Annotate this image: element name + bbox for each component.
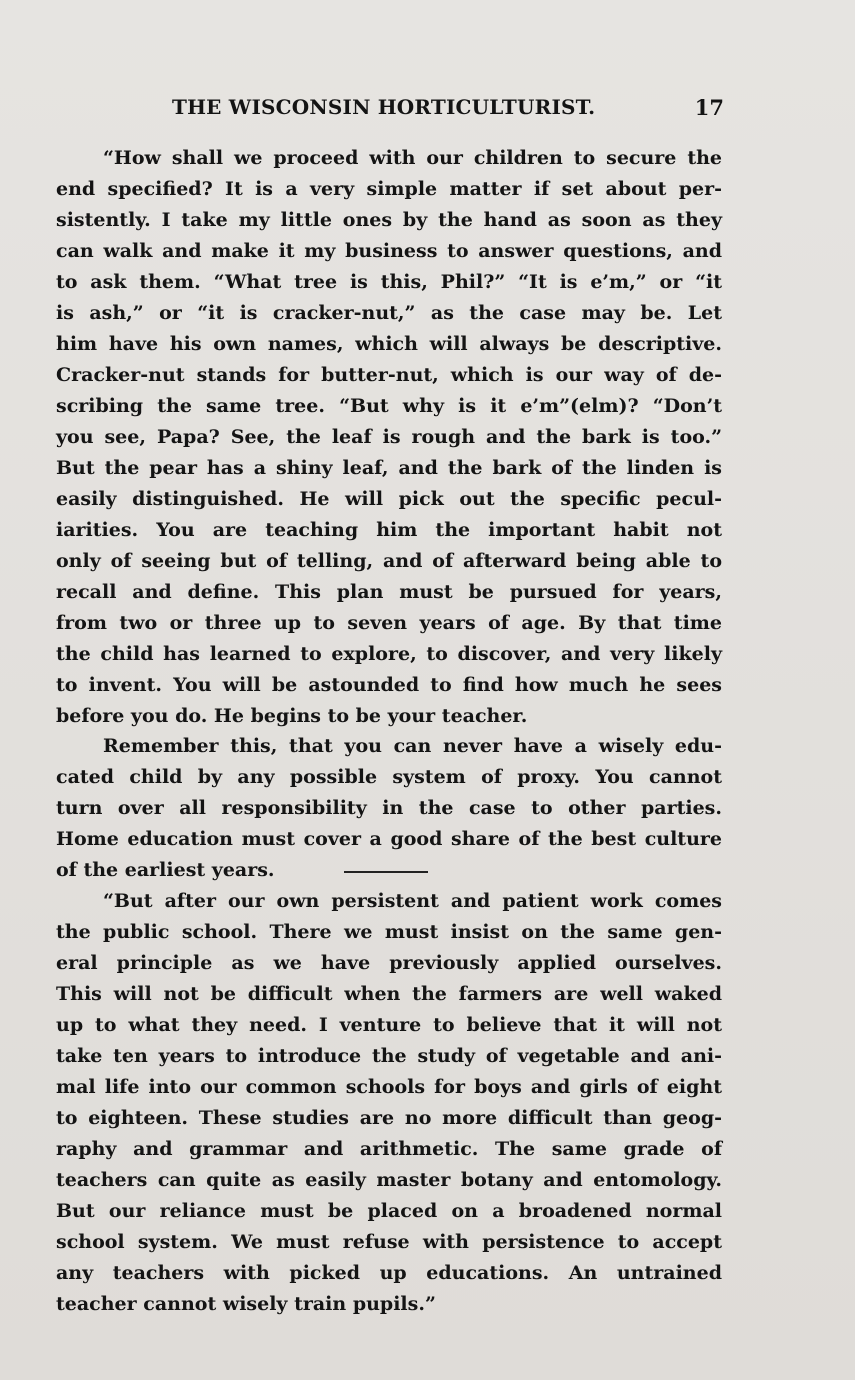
text-line: before you do. He begins to be your teacher. xyxy=(56,705,528,727)
text-line: up to what they need. I venture to believe that it will not xyxy=(56,1014,722,1036)
text-line: scribing the same tree. “But why is it e’m”(elm)? “Don’t xyxy=(56,395,722,417)
text-line: This will not be difficult when the farmers are well waked xyxy=(56,983,722,1005)
text-line: of the earliest years. xyxy=(56,859,275,881)
text-line: him have his own names, which will always be descriptive. xyxy=(56,333,722,355)
text-line: is ash,” or “it is cracker-nut,” as the case may be. Let xyxy=(56,302,722,324)
paragraph-1 xyxy=(56,143,722,732)
text-line: Remember this, that you can never have a wisely edu- xyxy=(103,735,722,757)
text-line: take ten years to introduce the study of vegetable and ani- xyxy=(56,1045,722,1067)
text-line: eral principle as we have previously applied ourselves. xyxy=(56,952,722,974)
text-line: But the pear has a shiny leaf, and the bark of the linden is xyxy=(56,457,722,479)
page-number: 17 xyxy=(694,95,724,120)
text-line: teacher cannot wisely train pupils.” xyxy=(56,1293,436,1315)
text-line: raphy and grammar and arithmetic. The same grade of xyxy=(56,1138,722,1160)
text-line: end specified? It is a very simple matter if set about per- xyxy=(56,178,722,200)
text-line: turn over all responsibility in the case to other parties. xyxy=(56,797,722,819)
text-line: easily distinguished. He will pick out the specific pecul- xyxy=(56,488,722,510)
running-header xyxy=(172,95,724,125)
text-line: mal life into our common schools for boys and girls of eight xyxy=(56,1076,722,1098)
text-line: Cracker-nut stands for butter-nut, which is our way of de- xyxy=(56,364,722,386)
text-line: the public school. There we must insist on the same gen- xyxy=(56,921,722,943)
text-line: sistently. I take my little ones by the hand as soon as they xyxy=(56,209,722,231)
text-line: recall and define. This plan must be pursued for years, xyxy=(56,581,722,603)
text-line: you see, Papa? See, the leaf is rough and the bark is too.” xyxy=(56,426,722,448)
text-line: the child has learned to explore, to discover, and very likely xyxy=(56,643,722,665)
text-line: “But after our own persistent and patient work comes xyxy=(103,890,722,912)
text-line: to ask them. “What tree is this, Phil?” “It is e’m,” or “it xyxy=(56,271,722,293)
text-line: only of seeing but of telling, and of afterward being able to xyxy=(56,550,722,572)
text-line: from two or three up to seven years of age. By that time xyxy=(56,612,722,634)
text-line: Home education must cover a good share of the best culture xyxy=(56,828,722,850)
text-line: teachers can quite as easily master botany and entomology. xyxy=(56,1169,722,1191)
text-line: any teachers with picked up educations. An untrained xyxy=(56,1262,722,1284)
text-line: to eighteen. These studies are no more difficult than geog- xyxy=(56,1107,722,1129)
text-line: can walk and make it my business to answer questions, and xyxy=(56,240,722,262)
section-divider xyxy=(344,871,428,873)
text-line: school system. We must refuse with persistence to accept xyxy=(56,1231,722,1253)
text-line: cated child by any possible system of proxy. You cannot xyxy=(56,766,722,788)
text-line: to invent. You will be astounded to find how much he sees xyxy=(56,674,722,696)
paragraph-2 xyxy=(56,731,722,886)
text-line: iarities. You are teaching him the important habit not xyxy=(56,519,722,541)
paragraph-3 xyxy=(56,886,722,1320)
text-line: But our reliance must be placed on a broadened normal xyxy=(56,1200,722,1222)
running-title: THE WISCONSIN HORTICULTURIST. xyxy=(172,95,596,119)
text-line: “How shall we proceed with our children to secure the xyxy=(103,147,722,169)
